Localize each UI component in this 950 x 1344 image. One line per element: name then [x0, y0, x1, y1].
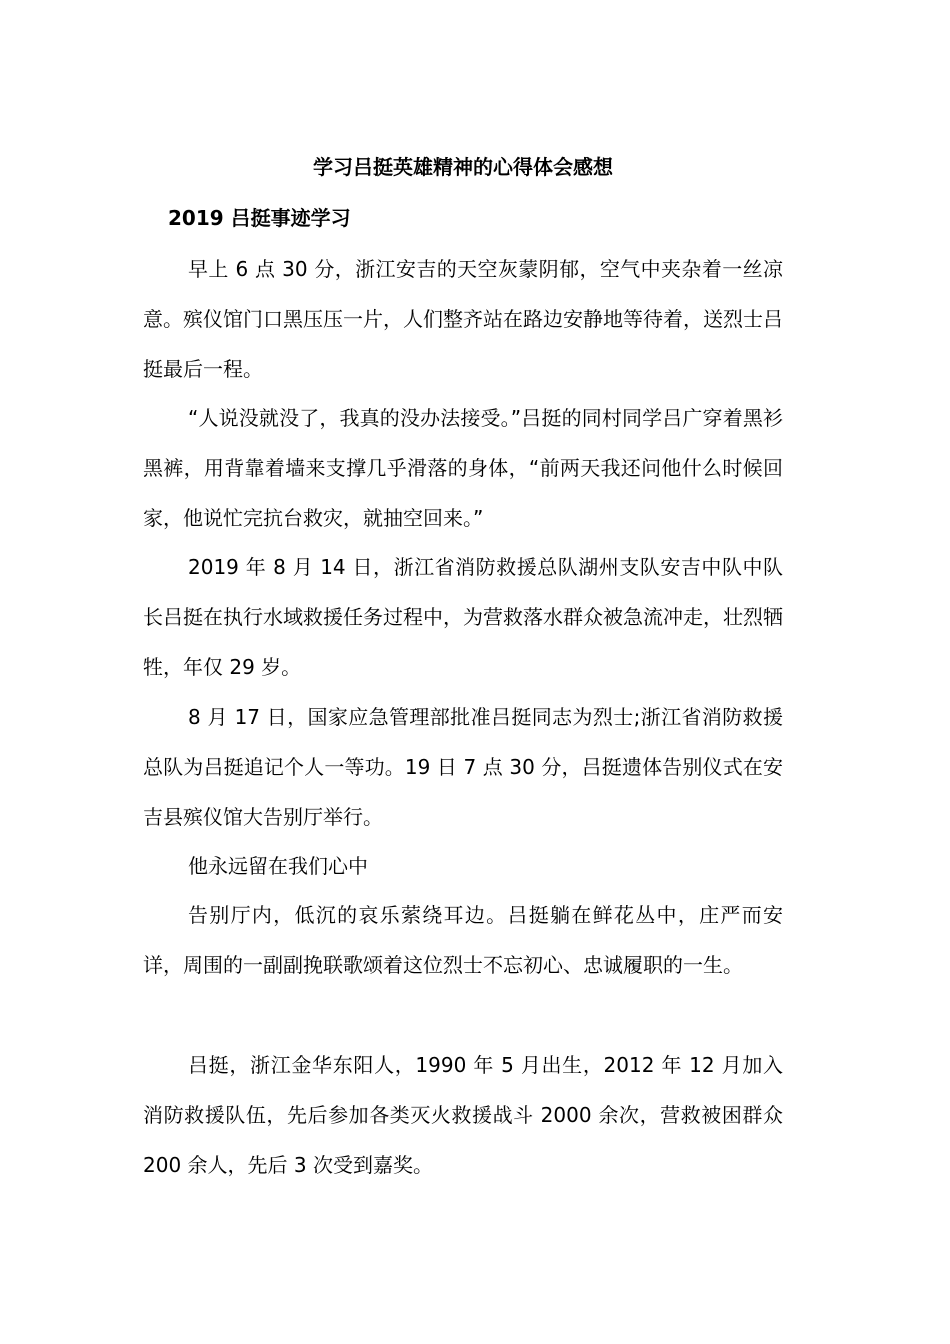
section-heading: 他永远留在我们心中: [188, 854, 368, 878]
paragraph: “人说没就没了，我真的没办法接受。”吕挺的同村同学吕广穿着黑衫黑裤，用背靠着墙来支撑几乎滑落的身体，“前两天我还问他什么时候回家，他说忙完抗台救灾，就抽空回来。”: [143, 406, 783, 530]
paragraph: 吕挺，浙江金华东阳人，1990 年 5 月出生，2012 年 12 月加入消防救援队伍，先后参加各类灭火救援战斗 2000 余次，营救被困群众 200 余人，先后 3 次受到嘉奖。: [143, 1053, 783, 1177]
document-subtitle: 2019 吕挺事迹学习: [168, 206, 351, 230]
paragraph: 2019 年 8 月 14 日，浙江省消防救援总队湖州支队安吉中队中队长吕挺在执行水域救援任务过程中，为营救落水群众被急流冲走，壮烈牺牲，年仅 29 岁。: [143, 555, 783, 679]
paragraph: 告别厅内，低沉的哀乐萦绕耳边。吕挺躺在鲜花丛中，庄严而安详，周围的一副副挽联歌颂着这位烈士不忘初心、忠诚履职的一生。: [143, 903, 783, 977]
document-title: 学习吕挺英雄精神的心得体会感想: [313, 155, 613, 179]
paragraph: 8 月 17 日，国家应急管理部批准吕挺同志为烈士;浙江省消防救援总队为吕挺追记个人一等功。19 日 7 点 30 分，吕挺遗体告别仪式在安吉县殡仪馆大告别厅举行。: [143, 705, 783, 829]
paragraph: 早上 6 点 30 分，浙江安吉的天空灰蒙阴郁，空气中夹杂着一丝凉意。殡仪馆门口黑压压一片，人们整齐站在路边安静地等待着，送烈士吕挺最后一程。: [143, 257, 783, 381]
